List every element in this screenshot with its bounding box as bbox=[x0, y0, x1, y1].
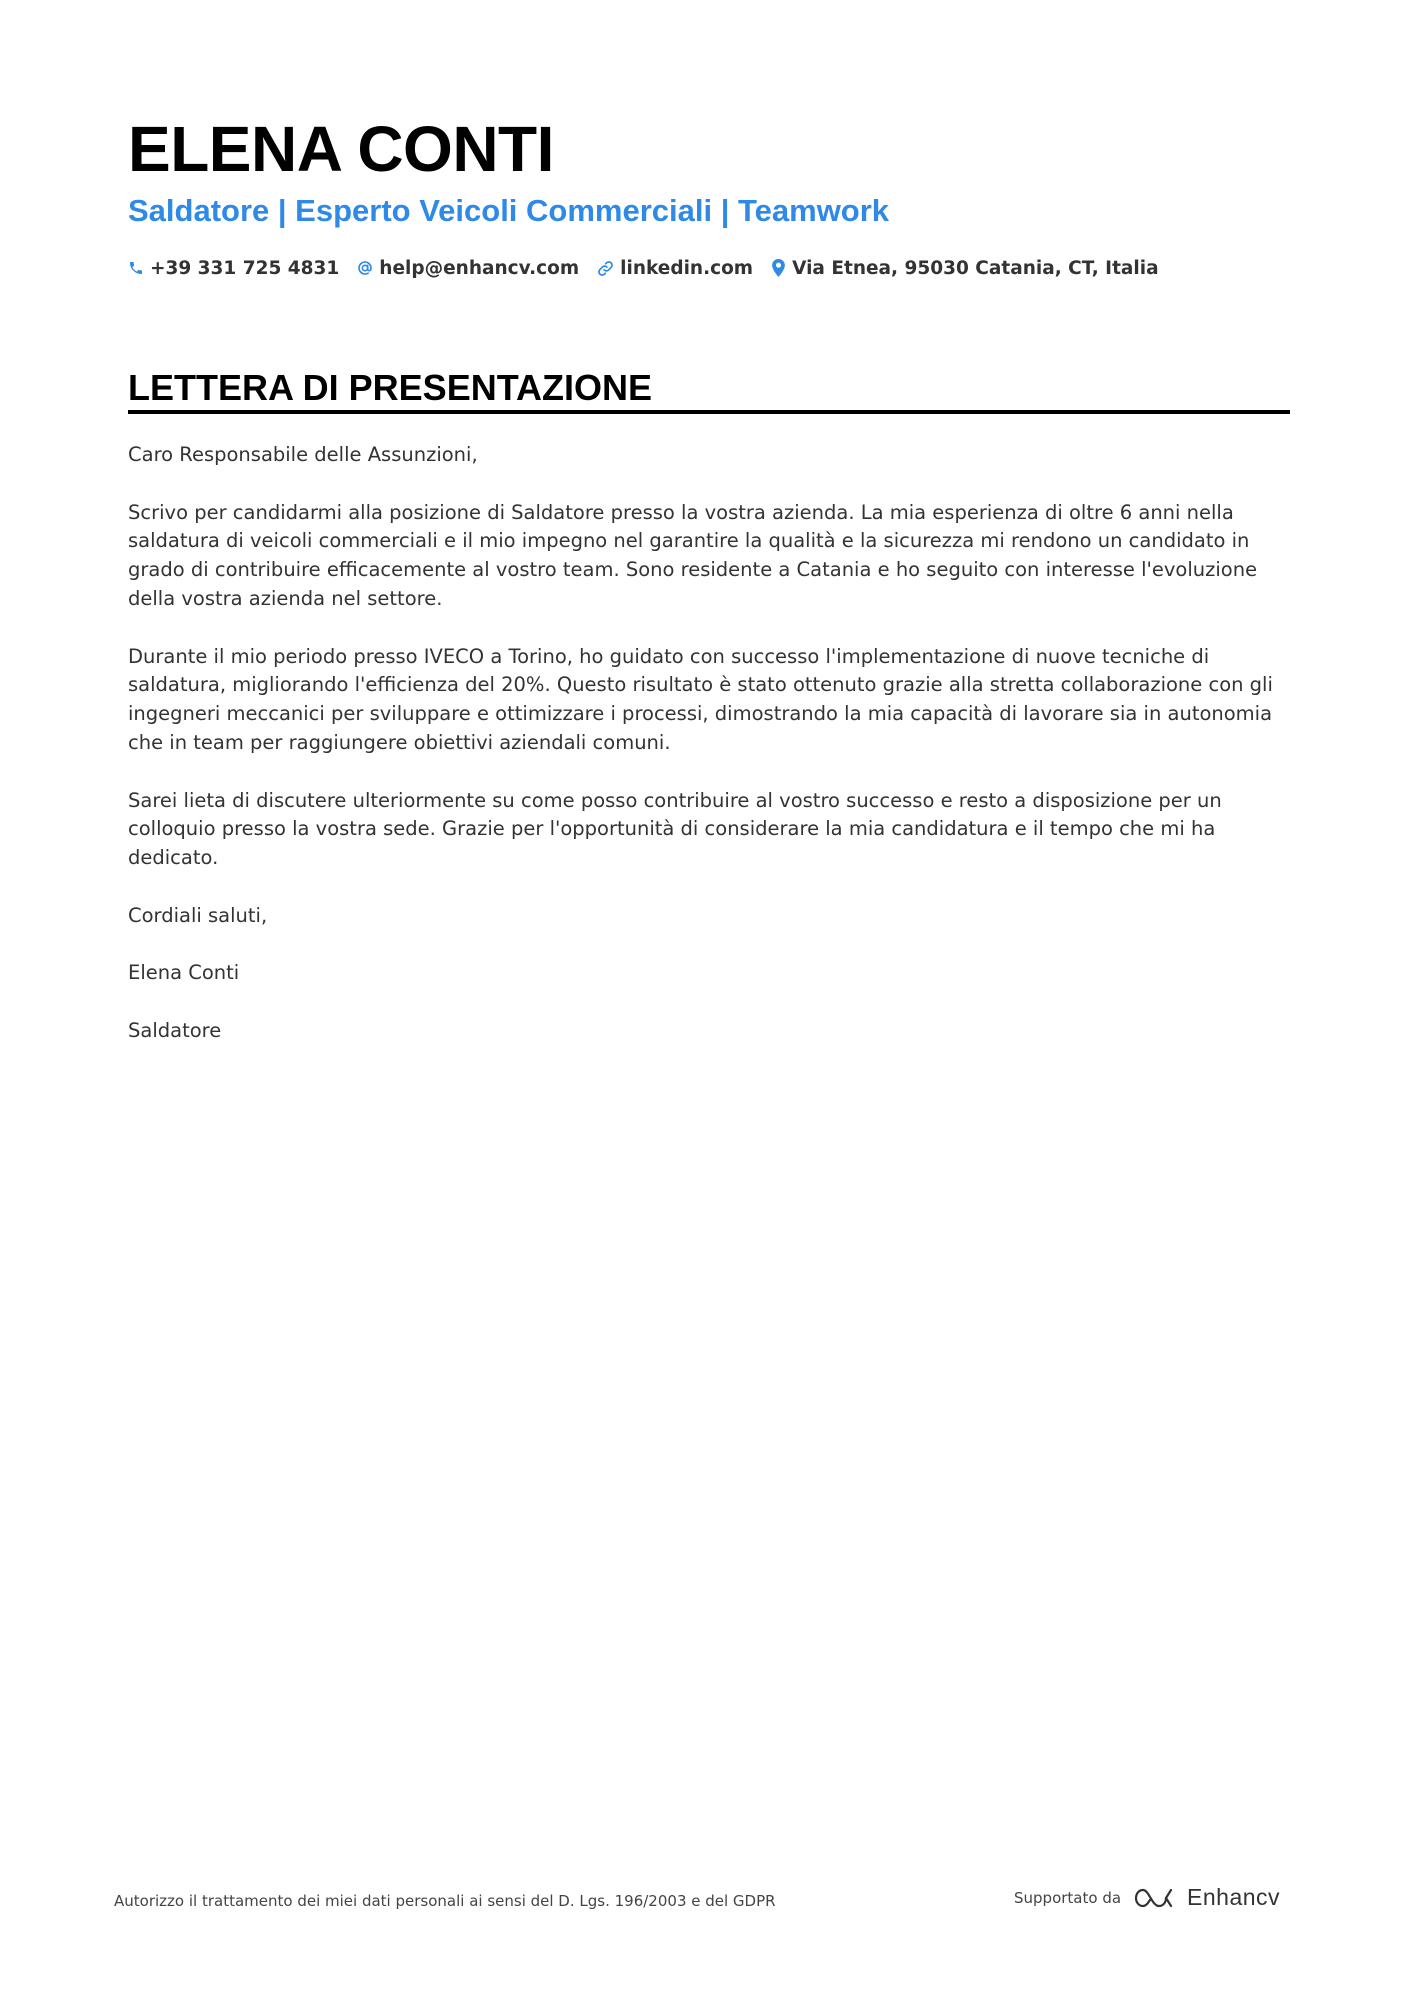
letter-closing: Cordiali saluti, bbox=[128, 903, 268, 927]
signature-title: Saldatore bbox=[128, 1018, 222, 1042]
contact-linkedin-text: linkedin.com bbox=[620, 257, 754, 279]
enhancv-logo-icon bbox=[1133, 1885, 1179, 1911]
contact-address bbox=[771, 258, 1158, 279]
contact-email[interactable] bbox=[357, 258, 579, 279]
candidate-name: ELENA CONTI bbox=[128, 113, 554, 185]
section-title: LETTERA DI PRESENTAZIONE bbox=[128, 367, 653, 408]
powered-by-label: Supportato da bbox=[1014, 1888, 1122, 1907]
powered-by-brand[interactable] bbox=[1014, 1884, 1280, 1911]
candidate-headline: Saldatore | Esperto Veicoli Commerciali | Teamwork bbox=[128, 193, 890, 228]
letter-paragraph: Durante il mio periodo presso IVECO a Torino, ho guidato con successo l'implementazione di nuove tecniche di saldatura, migliorando l'efficienza del 20%. Questo risultato è stato ottenuto grazie alla stretta collaborazione con gli ingegneri meccanici per sviluppare e ottimizzare i processi, dimostrando la mia capacità di lavorare sia in autonomia che in team per raggiungere obiettivi aziendali comuni. bbox=[128, 644, 1273, 754]
letter-body bbox=[128, 441, 1298, 1075]
contact-email-text: help@enhancv.com bbox=[379, 257, 580, 279]
letter-paragraph: Sarei lieta di discutere ulteriormente su come posso contribuire al vostro successo e resto a disposizione per un colloquio presso la vostra sede. Grazie per l'opportunità di considerare la mia candidatura e il tempo che mi ha dedicato. bbox=[128, 788, 1222, 870]
phone-icon bbox=[128, 260, 144, 276]
letter-paragraph: Scrivo per candidarmi alla posizione di Saldatore presso la vostra azienda. La mia esperienza di oltre 6 anni nella saldatura di veicoli commerciali e il mio impegno nel garantire la qualità e la sicurezza mi rendono un candidato in grado di contribuire efficacemente al vostro team. Sono residente a Catania e ho seguito con interesse l'evoluzione della vostra azienda nel settore. bbox=[128, 500, 1258, 610]
privacy-consent-note: Autorizzo il trattamento dei miei dati personali ai sensi del D. Lgs. 196/2003 e del GDPR bbox=[114, 1892, 776, 1910]
at-icon bbox=[357, 260, 373, 276]
contact-info-row bbox=[128, 254, 1177, 282]
contact-linkedin[interactable] bbox=[597, 258, 753, 279]
location-pin-icon bbox=[771, 259, 786, 277]
section-divider bbox=[128, 410, 1290, 414]
link-icon bbox=[597, 260, 614, 277]
brand-name: Enhancv bbox=[1187, 1884, 1281, 1910]
contact-address-text: Via Etnea, 95030 Catania, CT, Italia bbox=[792, 257, 1159, 279]
contact-phone-text: +39 331 725 4831 bbox=[150, 257, 340, 279]
signature-name: Elena Conti bbox=[128, 961, 240, 985]
contact-phone[interactable] bbox=[128, 258, 339, 279]
letter-salutation: Caro Responsabile delle Assunzioni, bbox=[128, 443, 478, 466]
